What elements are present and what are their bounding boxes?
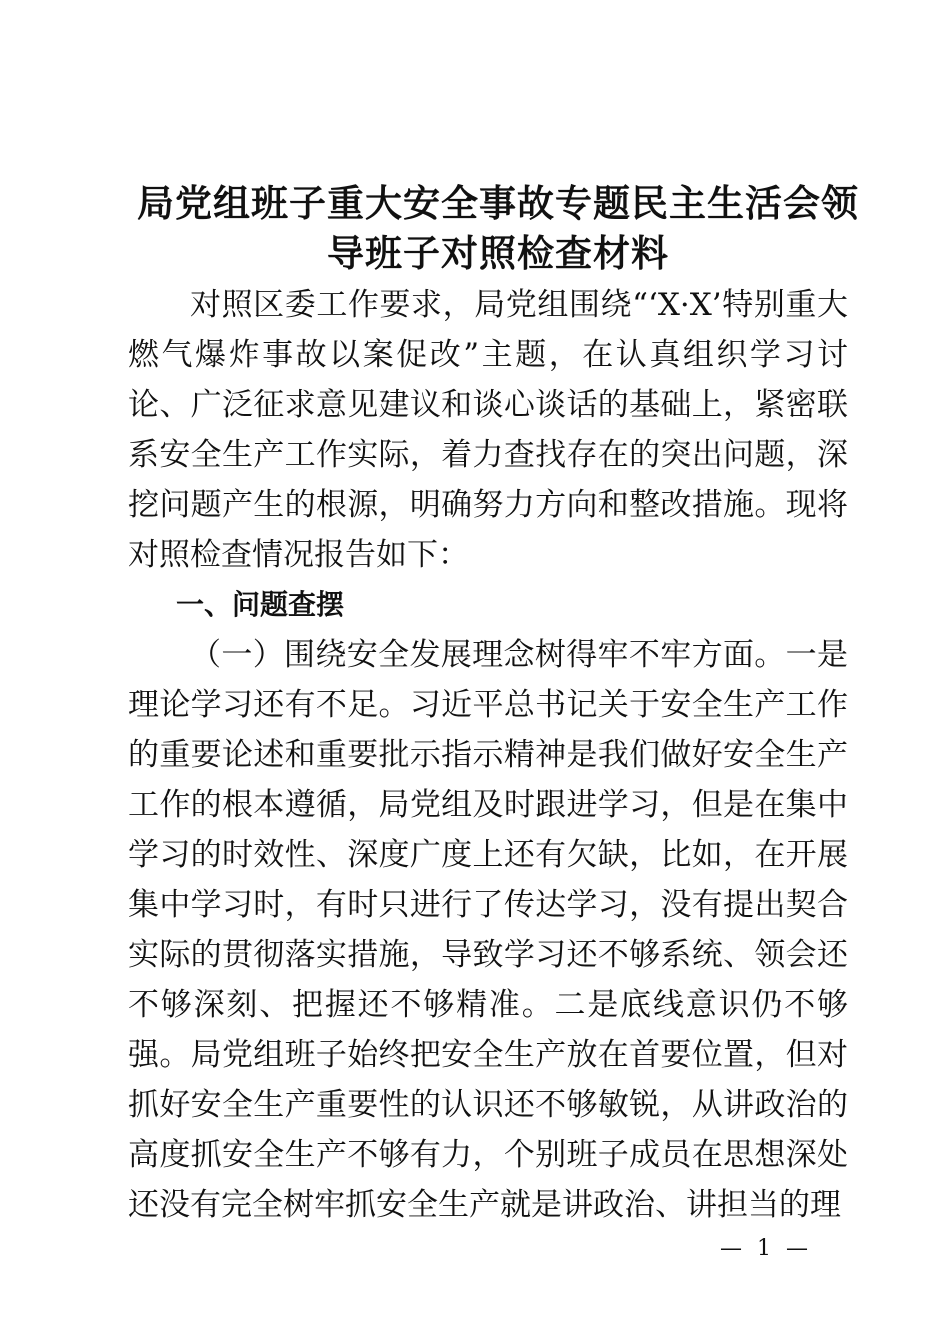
section-heading: 一、问题查摆 [176, 588, 345, 621]
intro-paragraph: 对照区委工作要求，局党组围绕“‘X·X’特别重大燃气爆炸事故以案促改”主题，在认真组织学习讨论、广泛征求意见建议和谈心谈话的基础上，紧密联系安全生产工作实际，着力查找存在的突出问题，深挖问题产生的根源，明确努力方向和整改措施。现将对照检查情况报告如下： [128, 287, 848, 573]
page-number: — 1 — [720, 1236, 812, 1261]
section-paragraph: （一）围绕安全发展理念树得牢不牢方面。一是理论学习还有不足。习近平总书记关于安全生产工作的重要论述和重要批示指示精神是我们做好安全生产工作的根本遵循，局党组及时跟进学习，但是在集中学习的时效性、深度广度上还有欠缺，比如，在开展集中学习时，有时只进行了传达学习，没有提出契合实际的贯彻落实措施，导致学习还不够系统、领会还不够深刻、把握还不够精准。二是底线意识仍不够强。局党组班子始终把安全生产放在首要位置，但对抓好安全生产重要性的认识还不够敏锐，从讲政治的高度抓安全生产不够有力，个别班子成员在思想深处还没有完全树牢抓安全生产就是讲政治、讲担当的理 [128, 637, 848, 1223]
document-body [128, 280, 848, 1230]
document-title: 局党组班子重大安全事故专题民主生活会领导班子对照检查材料 [137, 181, 859, 275]
